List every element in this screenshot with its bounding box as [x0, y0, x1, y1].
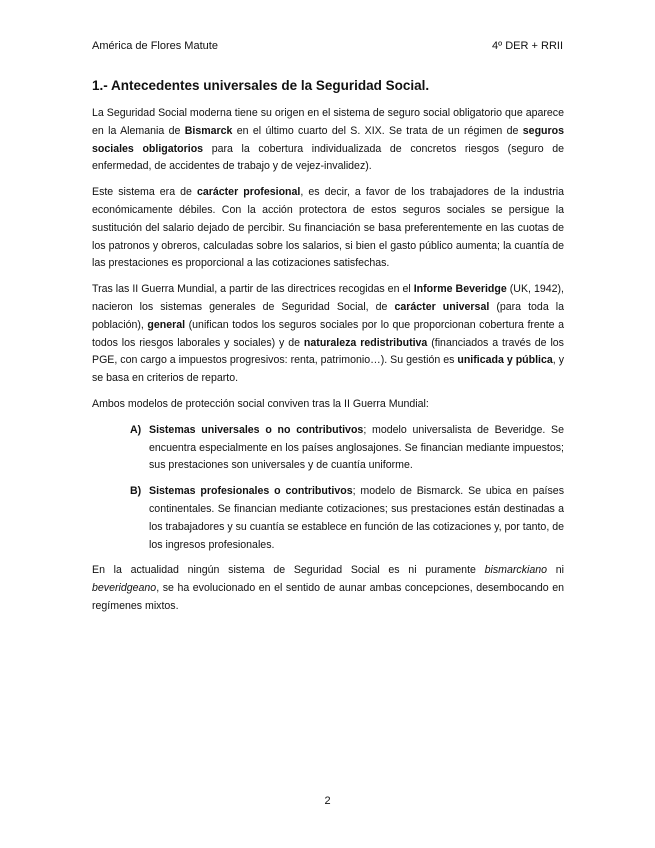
bold-run: general — [147, 318, 186, 331]
bold-run: seguros sociales obligatorios — [92, 124, 564, 155]
text-run: La Seguridad Social moderna tiene su origen en el sistema de seguro social obligatorio que aparece en la Alemania de — [92, 107, 564, 137]
text-run: , y se basa en criterios de reparto. — [92, 354, 564, 385]
header-author: América de Flores Matute — [92, 40, 218, 52]
paragraph-origin — [92, 105, 564, 176]
list-letter: B) — [130, 485, 142, 498]
text-run: (unifican todos los seguros sociales por lo que proporcionan cobertura frente a todos los riesgos laborales y sociales) y de — [92, 318, 564, 349]
paragraph-beveridge — [92, 281, 564, 388]
bold-run: Bismarck — [184, 124, 233, 137]
list-item-universal — [92, 422, 564, 475]
text-run: ni — [547, 564, 564, 577]
italic-run: bismarckiano — [484, 564, 548, 577]
bold-run: Sistemas profesionales o contributivos — [149, 485, 353, 498]
bold-run: Sistemas universales o no contributivos — [149, 423, 364, 436]
paragraph-professional — [92, 184, 564, 273]
text-run: Tras las II Guerra Mundial, a partir de las directrices recogidas en el — [92, 283, 414, 296]
bold-run: naturaleza redistributiva — [303, 336, 428, 349]
text-run: En la actualidad ningún sistema de Seguridad Social es ni puramente — [92, 564, 485, 577]
page-content — [92, 78, 564, 624]
italic-run: beveridgeano — [92, 582, 157, 595]
section-title: 1.- Antecedentes universales de la Seguridad Social. — [92, 78, 430, 93]
text-run: (financiados a través de los PGE, con cargo a impuestos progresivos: renta, patrimonio…). Su gestión es — [92, 336, 564, 367]
text-run: , se ha evolucionado en el sentido de aunar ambas concepciones, desembocando en regímenes mixtos. — [92, 582, 564, 612]
bold-run: carácter profesional — [196, 186, 301, 199]
list-letter: A) — [130, 423, 142, 436]
bold-run: unificada y pública — [457, 354, 553, 367]
text-run: , es decir, a favor de los trabajadores de la industria económicamente débiles. Con la acción protectora de estos seguros sociales se persigue la sustitución del salario dejado de percibir. Su financiación se basa preferentemente en las cuotas de los patronos y obreros, calculadas sobre los salarios, si bien el gasto público aumenta; la cuantía de las prestaciones es proporcional a las cotizaciones satisfechas. — [92, 186, 564, 270]
header-course: 4º DER + RRII — [492, 40, 563, 52]
bold-run: carácter universal — [394, 300, 490, 313]
paragraph-conclusion — [92, 562, 564, 615]
page-number: 2 — [324, 795, 331, 807]
text-run: ; modelo universalista de Beveridge. Se encuentra especialmente en los países anglosajones. Se financian mediante impuestos; sus prestaciones son universales y de cuantía uniforme. — [149, 423, 564, 472]
text-run: (UK, 1942), nacieron los sistemas generales de Seguridad Social, de — [92, 283, 564, 313]
text-run: en el último cuarto del S. XIX. Se trata de un régimen de — [232, 124, 523, 137]
text-run: ; modelo de Bismarck. Se ubica en países continentales. Se financian mediante cotizaciones; sus prestaciones están destinadas a los trabajadores y su cuantía se establece en función de las cotizaciones y, por tanto, de los ingresos profesionales. — [149, 485, 564, 551]
page-header — [92, 40, 563, 52]
text-run: (para toda la población), — [92, 300, 564, 331]
text-run: Este sistema era de — [92, 186, 197, 199]
bold-run: Informe Beveridge — [413, 283, 507, 296]
list-item-professional — [92, 483, 564, 554]
paragraph-intro-list: Ambos modelos de protección social conviven tras la II Guerra Mundial: — [92, 397, 429, 410]
text-run: para la cobertura individualizada de concretos riesgos (seguro de enfermedad, de accidentes de trabajo y de vejez-invalidez). — [92, 142, 564, 173]
